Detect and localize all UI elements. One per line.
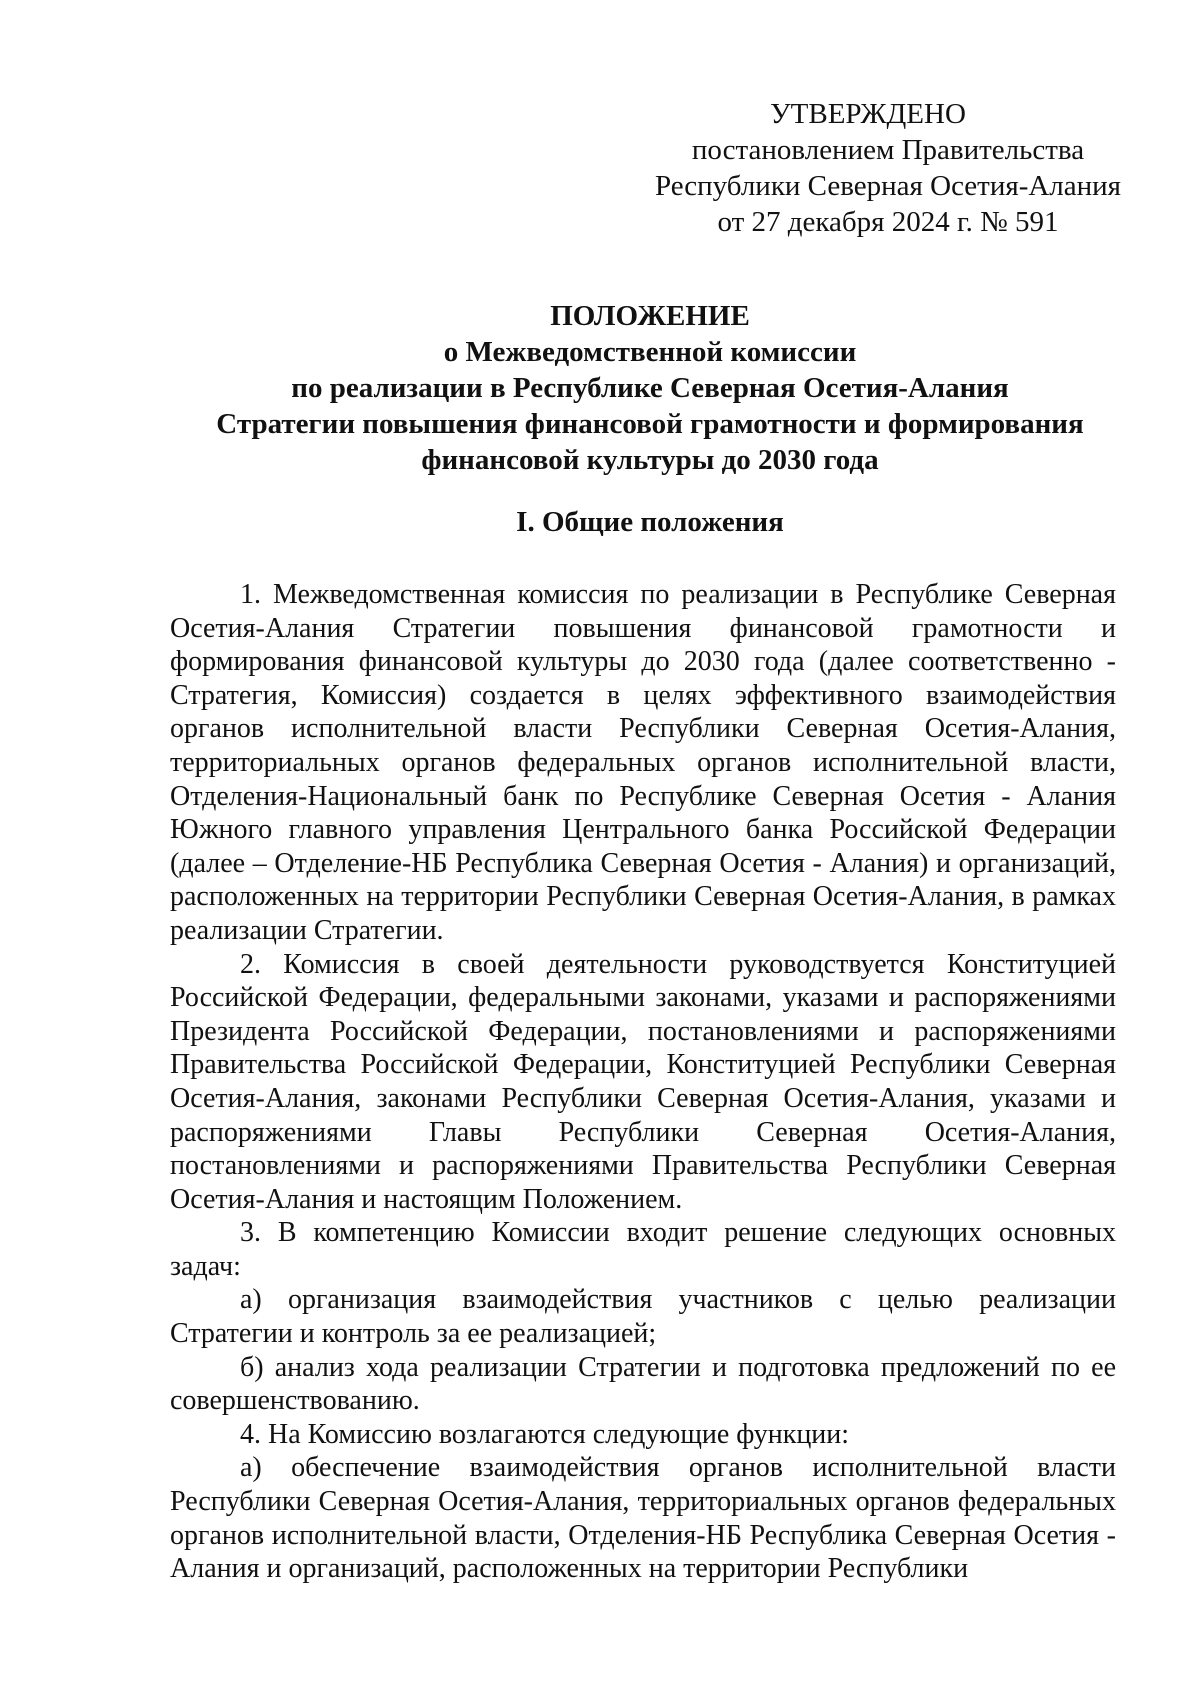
title-line-5: финансовой культуры до 2030 года bbox=[421, 444, 879, 476]
title-line-2: о Межведомственной комиссии bbox=[443, 336, 857, 368]
approval-line-date: от 27 декабря 2024 г. № 591 bbox=[717, 206, 1059, 238]
title-line-1: ПОЛОЖЕНИЕ bbox=[550, 300, 750, 332]
title-line-3: по реализации в Республике Северная Осетия-Алания bbox=[291, 372, 1009, 404]
section-heading: I. Общие положения bbox=[516, 506, 784, 538]
document-body bbox=[170, 578, 1116, 1586]
paragraph-3a: а) организация взаимодействия участников с целью реализации Стратегии и контроль за ее реализацией; bbox=[170, 1284, 1116, 1350]
approval-stamp bbox=[648, 96, 1128, 240]
approval-line-republic: Республики Северная Осетия-Алания bbox=[654, 170, 1122, 202]
paragraph-3b: б) анализ хода реализации Стратегии и подготовка предложений по ее совершенствованию. bbox=[170, 1351, 1116, 1417]
title-line-4: Стратегии повышения финансовой грамотности и формирования bbox=[216, 408, 1084, 440]
paragraph-4: 4. На Комиссию возлагаются следующие функции: bbox=[240, 1418, 850, 1450]
paragraph-1: 1. Межведомственная комиссия по реализации в Республике Северная Осетия-Алания Стратегии повышения финансовой грамотности и формирования финансовой культуры до 2030 года (далее соответственно - Стратегия, Комиссия) создается в целях эффективного взаимодействия органов исполнительной власти Республики Северная Осетия-Алания, территориальных органов федеральных органов исполнительной власти, Отделения-Национальный банк по Республике Северная Осетия - Алания Южного главного управления Центрального банка Российской Федерации (далее – Отделение-НБ Республика Северная Осетия - Алания) и организаций, расположенных на территории Республики Северная Осетия-Алания, в рамках реализации Стратегии. bbox=[170, 579, 1116, 946]
paragraph-4a: а) обеспечение взаимодействия органов исполнительной власти Республики Северная Осетия-Алания, территориальных органов федеральных органов исполнительной власти, Отделения-НБ Республика Северная Осетия - Алания и организаций, расположенных на территории Республики bbox=[170, 1452, 1116, 1585]
paragraph-2: 2. Комиссия в своей деятельности руководствуется Конституцией Российской Федерации, федеральными законами, указами и распоряжениями Президента Российской Федерации, постановлениями и распоряжениями Правительства Российской Федерации, Конституцией Республики Северная Осетия-Алания, законами Республики Северная Осетия-Алания, указами и распоряжениями Главы Республики Северная Осетия-Алания, постановлениями и распоряжениями Правительства Республики Северная Осетия-Алания и настоящим Положением. bbox=[170, 948, 1116, 1215]
paragraph-3: 3. В компетенцию Комиссии входит решение следующих основных задач: bbox=[170, 1217, 1116, 1282]
approval-heading: УТВЕРЖДЕНО bbox=[770, 98, 966, 130]
document-title bbox=[170, 298, 1130, 478]
approval-line-decree: постановлением Правительства bbox=[691, 134, 1085, 166]
